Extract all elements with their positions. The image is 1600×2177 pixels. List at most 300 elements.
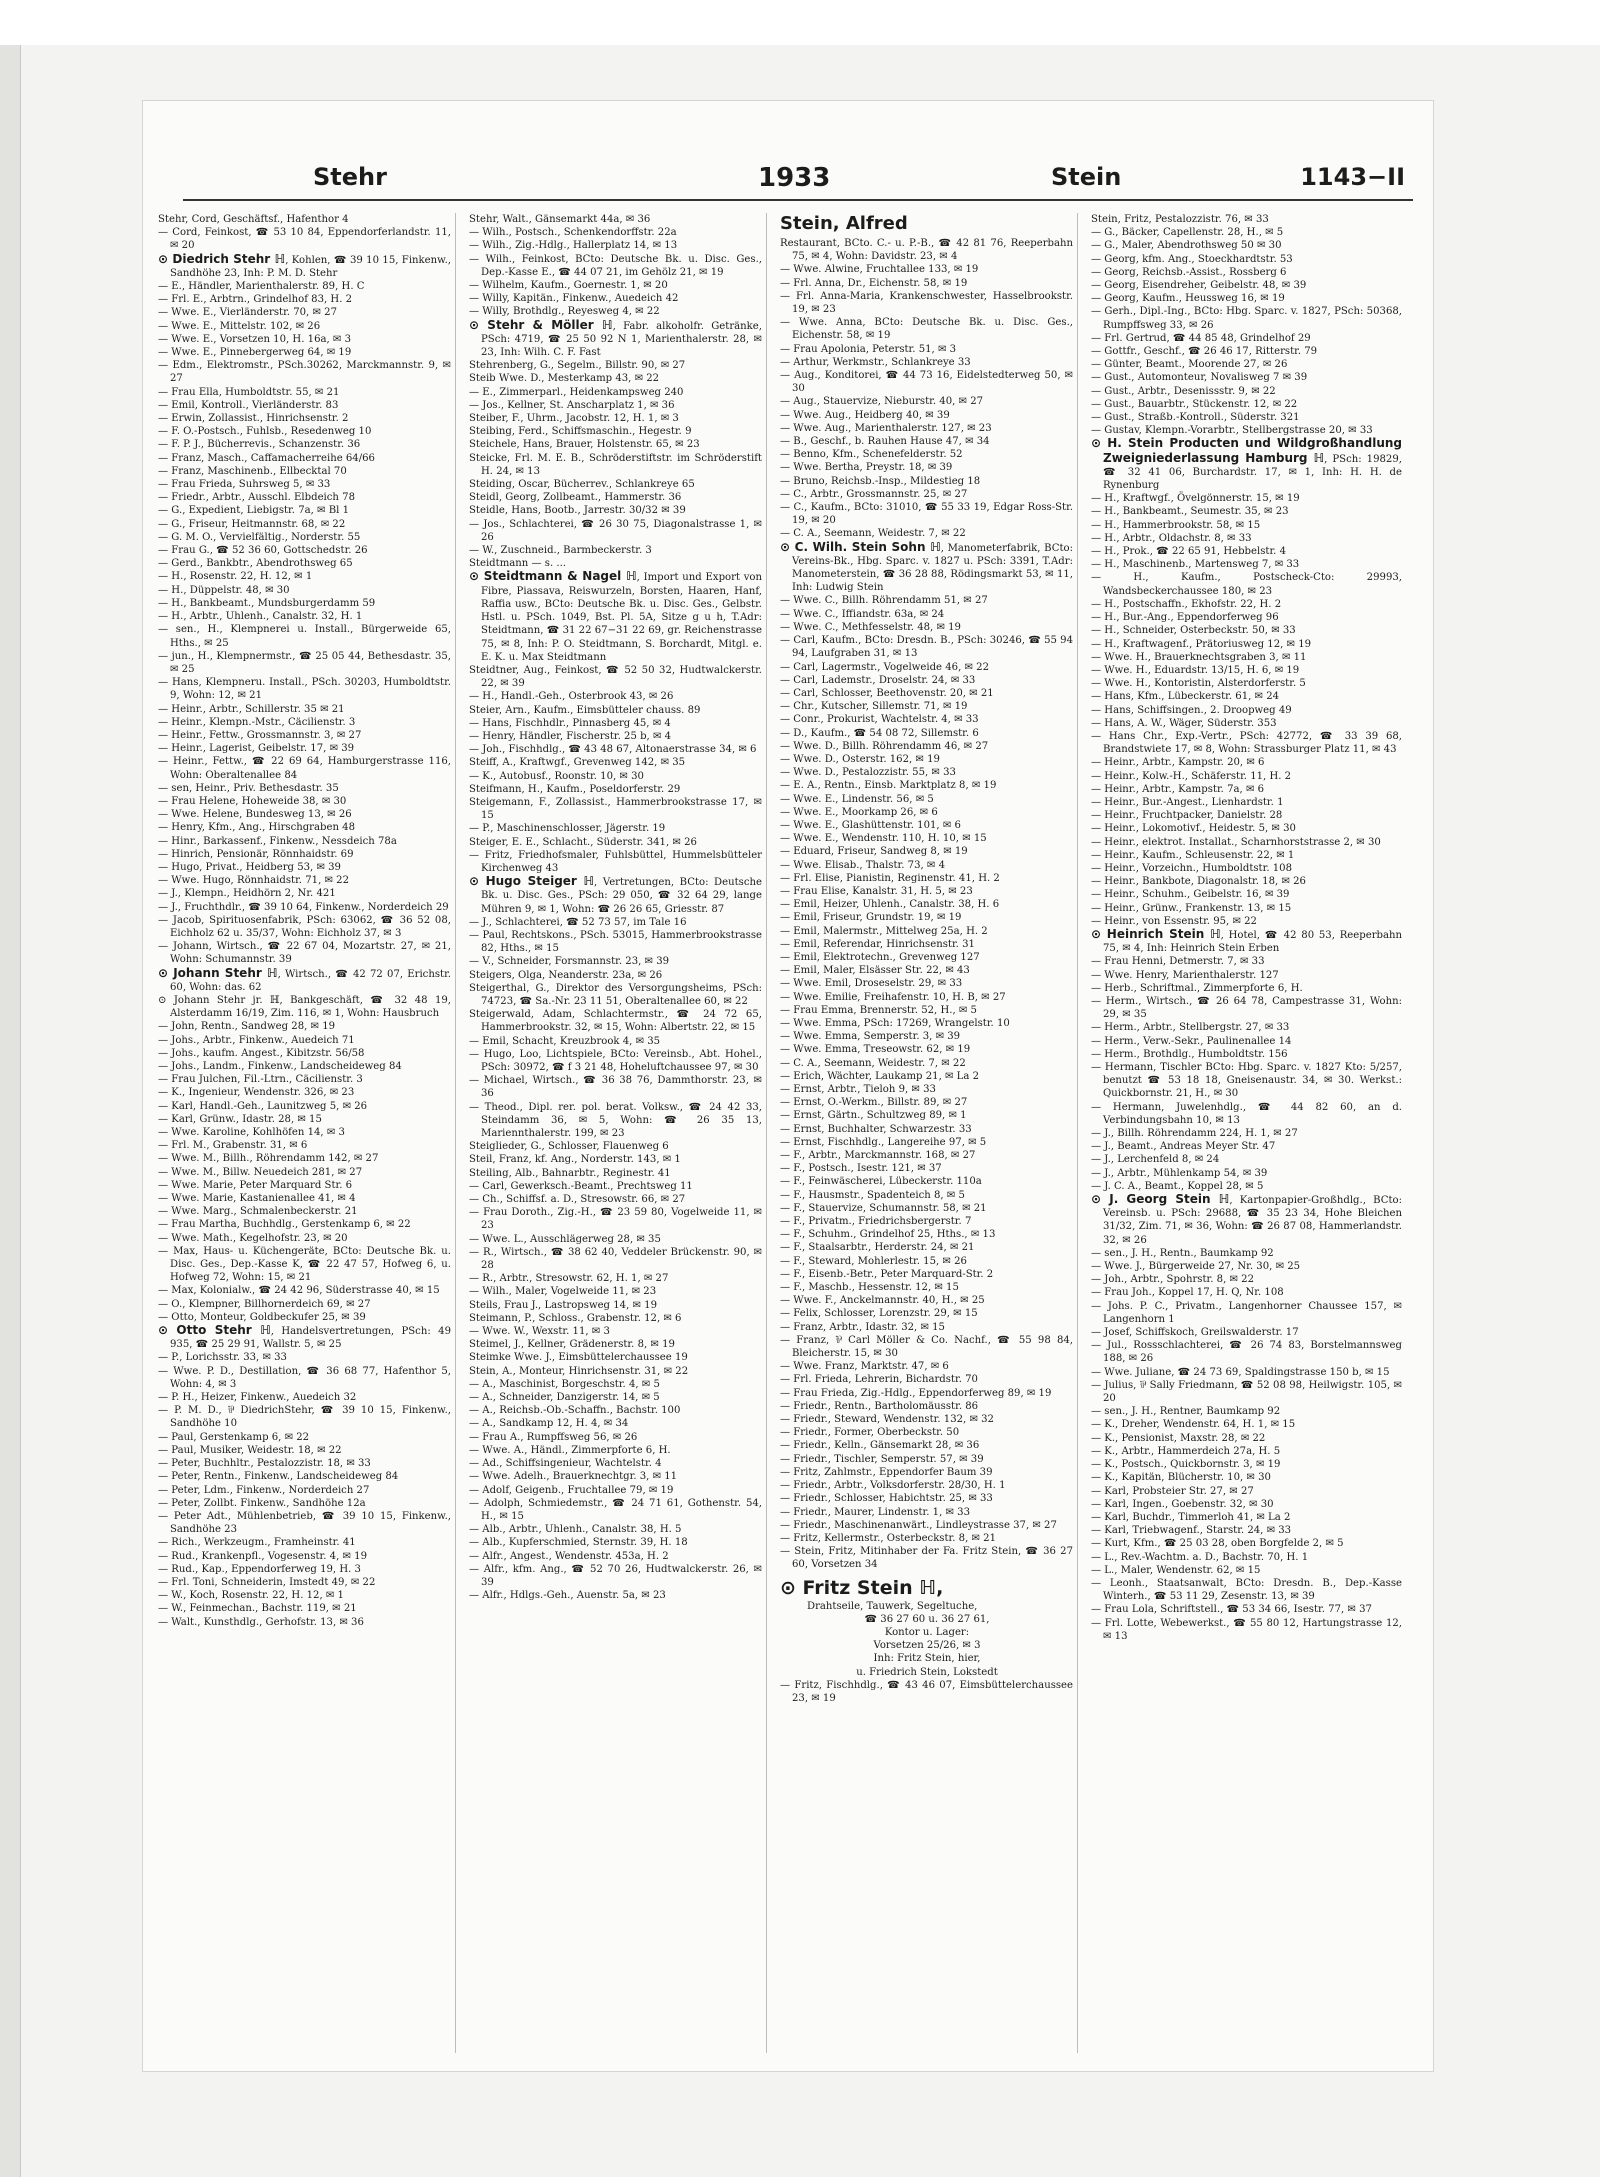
- directory-entry: — Wwe. Hugo, Rönnhaidstr. 71, ✉ 22: [158, 875, 349, 887]
- directory-entry: — Heinr., Fettw., ☎ 22 69 64, Hamburgerstrasse 116, Wohn: Oberaltenallee 84: [158, 756, 451, 781]
- directory-entry: — Otto, Monteur, Goldbeckufer 25, ✉ 39: [158, 1311, 366, 1323]
- directory-entry: — H., Maschinenb., Martensweg 7, ✉ 33: [1091, 559, 1300, 571]
- directory-entry: — Frau Frieda, Suhrsweg 5, ✉ 33: [158, 479, 331, 491]
- directory-entry: — Wwe. Franz, Marktstr. 47, ✉ 6: [780, 1361, 949, 1373]
- firm-entry: ⊙ Diedrich Stehr ℍ, Kohlen, ☎ 39 10 15, Finkenw., Sandhöhe 23, Inh: P. M. D. Stehr: [158, 251, 451, 279]
- directory-entry: — Friedr., Arbtr., Volksdorferstr. 28/30, H. 1: [780, 1480, 1006, 1492]
- directory-entry: — Karl, Buchdr., Timmerloh 41, ✉ La 2: [1091, 1511, 1291, 1523]
- directory-entry: Steidtner, Aug., Feinkost, ☎ 52 50 32, Hudtwalckerstr. 22, ✉ 39: [469, 664, 762, 690]
- directory-entry: — Wwe. H., Kontoristin, Alsterdorferstr. 5: [1091, 678, 1306, 690]
- directory-entry: — A., Schneider, Danzigerstr. 14, ✉ 5: [469, 1392, 660, 1404]
- directory-entry: — W., Zuschneid., Barmbeckerstr. 3: [469, 545, 652, 557]
- directory-entry: — G., Friseur, Heitmannstr. 68, ✉ 22: [158, 518, 346, 530]
- directory-entry: — Wwe. E., Vierländerstr. 70, ✉ 27: [158, 307, 337, 319]
- directory-entry: — E. A., Rentn., Einsb. Marktplatz 8, ✉ 19: [780, 780, 997, 792]
- directory-entry: — D., Kaufm., ☎ 54 08 72, Sillemstr. 6: [780, 727, 979, 739]
- directory-entry: — sen, Heinr., Priv. Bethesdastr. 35: [158, 782, 339, 794]
- directory-entry: — Friedr., Former, Oberbeckstr. 50: [780, 1427, 960, 1439]
- directory-entry: — Ernst, Gärtn., Schultzweg 89, ✉ 1: [780, 1110, 967, 1122]
- previous-page-edge: [0, 45, 21, 2177]
- directory-entry: — Karl, Triebwagenf., Starstr. 24, ✉ 33: [1091, 1525, 1292, 1537]
- directory-entry: — Friedr., Rentn., Bartholomäusstr. 86: [780, 1400, 979, 1412]
- directory-entry: — Carl, Kaufm., BCto: Dresdn. B., PSch: 30246, ☎ 55 94 94, Laufgraben 31, ✉ 13: [780, 635, 1073, 660]
- directory-entry: — Erwin, Zollassist., Hinrichsenstr. 2: [158, 413, 349, 425]
- page-header: [183, 159, 1413, 201]
- directory-entry: — Kurt, Kfm., ☎ 25 03 28, oben Borgfelde 2, ✉ 5: [1091, 1538, 1344, 1550]
- directory-entry: — H., Bankbeamt., Seumestr. 35, ✉ 23: [1091, 506, 1289, 518]
- directory-entry: Steier, Arn., Kaufm., Eimsbütteler chauss. 89: [469, 704, 701, 716]
- directory-entry: — Johs. P. C., Privatm., Langenhorner Chaussee 157, ✉ Langenhorn 1: [1091, 1300, 1402, 1325]
- directory-entry: — H., Postschaffn., Ekhofstr. 22, H. 2: [1091, 598, 1282, 610]
- firm-line: Drahtseile, Tauwerk, Segeltuche,: [807, 1600, 978, 1612]
- directory-entry: — Wwe. E., Vorsetzen 10, H. 16a, ✉ 3: [158, 333, 352, 345]
- directory-entry: — Fritz, Kellermstr., Osterbeckstr. 8, ✉ 21: [780, 1532, 997, 1544]
- directory-entry: Stehrenberg, G., Segelm., Billstr. 90, ✉ 27: [469, 360, 686, 372]
- directory-entry: — Heinr., Arbtr., Kampstr. 20, ✉ 6: [1091, 757, 1265, 769]
- directory-entry: — Ernst, O.-Werkm., Billstr. 89, ✉ 27: [780, 1097, 968, 1109]
- directory-entry: — Stein, Fritz, Mitinhaber der Fa. Fritz Stein, ☎ 36 27 60, Vorsetzen 34: [780, 1546, 1073, 1571]
- directory-entry: — Aug., Konditorei, ☎ 44 73 16, Eidelstedterweg 50, ✉ 30: [780, 370, 1073, 395]
- directory-entry: — A., Reichsb.-Ob.-Schaffn., Bachstr. 100: [469, 1405, 681, 1417]
- directory-entry: — Peter, Ldm., Finkenw., Norderdeich 27: [158, 1484, 370, 1496]
- directory-entry: ⊙ Johann Stehr jr. ℍ, Bankgeschäft, ☎ 32 48 19, Alsterdamm 16/19, Zim. 116, ✉ 1, Wohn: Hausbruch: [158, 994, 451, 1020]
- directory-entry: — Heinr., Kolw.-H., Schäferstr. 11, H. 2: [1091, 770, 1292, 782]
- directory-entry: — Heinr., elektrot. Installat., Scharnhorststrasse 2, ✉ 30: [1091, 836, 1381, 848]
- directory-entry: Steibing, Ferd., Schiffsmaschin., Hegestr. 9: [469, 426, 692, 438]
- directory-entry: — Carl, Gewerksch.-Beamt., Prechtsweg 11: [469, 1180, 693, 1192]
- directory-entry: — Frl. Anna, Dr., Eichenstr. 58, ✉ 19: [780, 277, 968, 289]
- directory-entry: Steidtmann — s. ...: [469, 558, 567, 570]
- directory-entry: — F., Postsch., Isestr. 121, ✉ 37: [780, 1163, 942, 1175]
- directory-entry: — Friedr., Kelln., Gänsemarkt 28, ✉ 36: [780, 1440, 980, 1452]
- directory-entry: — Arthur, Werkmstr., Schlankreye 33: [780, 356, 971, 368]
- directory-entry: — Herb., Schriftmal., Zimmerpforte 6, H.: [1091, 982, 1303, 994]
- firm-line: Kontor u. Lager:: [884, 1626, 970, 1638]
- firm-entry: ⊙ Heinrich Stein ℍ, Hotel, ☎ 42 80 53, Reeperbahn 75, ✉ 4, Inh: Heinrich Stein Erben: [1091, 926, 1402, 955]
- directory-entry: — Benno, Kfm., Schenefelderstr. 52: [780, 449, 963, 461]
- directory-entry: — B., Geschf., b. Rauhen Hause 47, ✉ 34: [780, 436, 990, 448]
- directory-entry: — Emil, Kontroll., Vierländerstr. 83: [158, 399, 339, 411]
- directory-entry: — Wwe. D., Billh. Röhrendamm 46, ✉ 27: [780, 740, 989, 752]
- directory-entry: — Wwe. E., Glashüttenstr. 101, ✉ 6: [780, 819, 961, 831]
- firm-entry: ⊙ Steidtmann & Nagel ℍ, Import und Export von Fibre, Piassava, Reiswurzeln, Borsten, Haaren, Hanf, Raffia usw., BCto: Deutsche Bk. u. Disc. Ges., Gelbstr. Hstl. u. PSch. 1049, Bst. Pl. 5A, Sitze g u h, T.Adr: Steidtmann, ☎ 31 22 67−31 22 69, gr. Reichenstrasse 75, ✉ 8, Inh: P. O. Steidtmann, S. Borchardt, Mitgl. e. E. K. u. Max Steidtmann: [469, 569, 763, 663]
- directory-entry: — A., Sandkamp 12, H. 4, ✉ 34: [469, 1418, 629, 1430]
- directory-entry: — J., Schlachterei, ☎ 52 73 57, im Tale 16: [469, 916, 687, 928]
- directory-entry: — Carl, Lagermstr., Vogelweide 46, ✉ 22: [780, 661, 990, 673]
- directory-entry: — Franz, Maschinenb., Ellbecktal 70: [158, 465, 347, 477]
- directory-entry: Steidl, Georg, Zollbeamt., Hammerstr. 36: [469, 492, 682, 504]
- directory-entry: Steimann, P., Schloss., Grabenstr. 12, ✉ 6: [469, 1312, 682, 1324]
- directory-entry: — Frau Doroth., Zig.-H., ☎ 23 59 80, Vogelweide 11, ✉ 23: [469, 1207, 762, 1232]
- directory-entry: — Wwe. Emma, Treseowstr. 62, ✉ 19: [780, 1044, 971, 1056]
- directory-entry: — Karl, Handl.-Geh., Launitzweg 5, ✉ 26: [158, 1100, 368, 1112]
- directory-entry: — Wwe. P. D., Destillation, ☎ 36 68 77, Hafenthor 5, Wohn: 4, ✉ 3: [158, 1365, 451, 1390]
- directory-entry: — Wwe. E., Lindenstr. 56, ✉ 5: [780, 793, 934, 805]
- directory-entry: — K., Ingenieur, Wendenstr. 326, ✉ 23: [158, 1087, 355, 1099]
- directory-entry: — Ernst, Fischhdlg., Langereihe 97, ✉ 5: [780, 1136, 987, 1148]
- directory-entry: Steicke, Frl. M. E. B., Schröderstiftstr. im Schröderstift H. 24, ✉ 13: [469, 452, 762, 477]
- directory-entry: — Wwe. Juliane, ☎ 24 73 69, Spaldingstrasse 150 b, ✉ 15: [1091, 1366, 1390, 1378]
- directory-entry: — Wwe. Henry, Marienthalerstr. 127: [1091, 969, 1279, 981]
- directory-entry: — H., Kaufm., Postscheck-Cto: 29993, Wandsbeckerchaussee 180, ✉ 23: [1091, 572, 1402, 597]
- directory-entry: — G., Maler, Abendrothsweg 50 ✉ 30: [1091, 240, 1282, 252]
- directory-entry: — Wwe. Math., Kegelhofstr. 23, ✉ 20: [158, 1232, 348, 1244]
- directory-entry: — K., Kapitän, Blücherstr. 10, ✉ 30: [1091, 1472, 1271, 1484]
- directory-entry: — H., Kraftwgf., Övelgönnerstr. 15, ✉ 19: [1091, 493, 1300, 505]
- directory-entry: — Wwe. Emilie, Freihafenstr. 10, H. B, ✉ 27: [780, 991, 1006, 1003]
- directory-entry: — J. C. A., Beamt., Koppel 28, ✉ 5: [1091, 1180, 1264, 1192]
- column-3: [777, 213, 1078, 2053]
- directory-entry: — Wwe. H., Eduardstr. 13/15, H. 6, ✉ 19: [1091, 664, 1300, 676]
- directory-entry: — Heinr., Kaufm., Schleusenstr. 22, ✉ 1: [1091, 849, 1295, 861]
- directory-entry: — Wwe. E., Moorkamp 26, ✉ 6: [780, 806, 938, 818]
- directory-entry: — H., Schneider, Osterbeckstr. 50, ✉ 33: [1091, 625, 1296, 637]
- directory-entry: — L., Rev.-Wachtm. a. D., Bachstr. 70, H. 1: [1091, 1551, 1309, 1563]
- directory-entry: — Wwe. Emma, PSch: 17269, Wrangelstr. 10: [780, 1017, 1010, 1029]
- directory-entry: — Hans, Fischhdlr., Pinnasberg 45, ✉ 4: [469, 717, 671, 729]
- directory-entry: — Willy, Brothdlg., Reyesweg 4, ✉ 22: [469, 306, 660, 318]
- directory-entry: — Max, Haus- u. Küchengeräte, BCto: Deutsche Bk. u. Disc. Ges., Dep.-Kasse K, ☎ 22 47 57, Hofweg 6, u. Hofweg 72, Wohn: 15, ✉ 21: [158, 1245, 451, 1284]
- directory-entry: — Frl. Toni, Schneiderin, Imstedt 49, ✉ 22: [158, 1576, 376, 1588]
- directory-entry: — Heinr., Bur.-Angest., Lienhardstr. 1: [1091, 796, 1284, 808]
- directory-entry: — Friedr., Maschinenanwärt., Lindleystrasse 37, ✉ 27: [780, 1519, 1057, 1531]
- directory-entry: — Wwe. Aug., Marienthalerstr. 127, ✉ 23: [780, 422, 992, 434]
- directory-entry: — Michael, Wirtsch., ☎ 36 38 76, Dammthorstr. 23, ✉ 36: [469, 1075, 762, 1100]
- directory-entry: — Wwe. C., Billh. Röhrendamm 51, ✉ 27: [780, 595, 988, 607]
- directory-entry: — Gerd., Bankbtr., Abendrothsweg 65: [158, 558, 353, 570]
- directory-entry: — H., Arbtr., Oldachstr. 8, ✉ 33: [1091, 532, 1252, 544]
- firm-entry: ⊙ C. Wilh. Stein Sohn ℍ, Manometerfabrik, BCto: Vereins-Bk., Hbg. Sparc. v. 1827 u. PSch: 3391, T.Adr: Manometerstein, ☎ 36 28 88, Rödingsmarkt 53, ✉ 11, Inh: Ludwig Stein: [780, 539, 1073, 594]
- directory-entry: — sen., J. H., Rentn., Baumkamp 92: [1091, 1247, 1274, 1259]
- directory-entry: — Alfr., Angest., Wendenstr. 453a, H. 2: [469, 1550, 669, 1562]
- firm-block: [777, 1600, 1077, 1679]
- directory-entry: — Heinr., Lagerist, Geibelstr. 17, ✉ 39: [158, 743, 355, 755]
- directory-entry: — Willy, Kapitän., Finkenw., Auedeich 42: [469, 293, 679, 305]
- directory-entry: — Rud., Krankenpfl., Vogesenstr. 4, ✉ 19: [158, 1550, 368, 1562]
- directory-entry: — Wwe. M., Billw. Neuedeich 281, ✉ 27: [158, 1166, 363, 1178]
- directory-entry: — Wwe. D., Osterstr. 162, ✉ 19: [780, 753, 940, 765]
- directory-entry: — Herm., Arbtr., Stellbergstr. 27, ✉ 33: [1091, 1022, 1290, 1034]
- directory-entry: — E., Händler, Marienthalerstr. 89, H. C: [158, 281, 365, 293]
- directory-entry: — Ernst, Buchhalter, Schwarzestr. 33: [780, 1123, 972, 1135]
- directory-entry: — Wilh., Feinkost, BCto: Deutsche Bk. u. Disc. Ges., Dep.-Kasse E., ☎ 44 07 21, im Gehölz 21, ✉ 19: [469, 253, 762, 278]
- directory-entry: — sen., J. H., Rentner, Baumkamp 92: [1091, 1406, 1281, 1418]
- directory-entry: — Peter Adt., Mühlenbetrieb, ☎ 39 10 15, Finkenw., Sandhöhe 23: [158, 1510, 451, 1536]
- directory-entry: — Heinr., Fruchtpacker, Danielstr. 28: [1091, 810, 1283, 822]
- directory-entry: — Wwe. Adelh., Brauerknechtgr. 3, ✉ 11: [469, 1471, 678, 1483]
- directory-entry: Stein, Fritz, Pestalozzistr. 76, ✉ 33: [1091, 214, 1269, 225]
- firm-entry: ⊙ Johann Stehr ℍ, Wirtsch., ☎ 42 72 07, Erichstr. 60, Wohn: das. 62: [158, 965, 451, 993]
- directory-entry: — F., Schuhm., Grindelhof 25, Hths., ✉ 13: [780, 1229, 996, 1241]
- directory-entry: — Gerh., Dipl.-Ing., BCto: Hbg. Sparc. v. 1827, PSch: 50368, Rumpffsweg 33, ✉ 26: [1091, 306, 1402, 331]
- directory-entry: — Alb., Kupferschmied, Sternstr. 39, H. 18: [469, 1537, 688, 1549]
- directory-entry: — Wwe. J., Bürgerweide 27, Nr. 30, ✉ 25: [1091, 1261, 1301, 1273]
- directory-entry: — Frau Ella, Humboldtstr. 55, ✉ 21: [158, 386, 340, 398]
- directory-entry: — H., Handl.-Geh., Osterbrook 43, ✉ 26: [469, 691, 674, 703]
- directory-entry: — Bruno, Reichsb.-Insp., Mildestieg 18: [780, 475, 981, 487]
- directory-entry: Steichele, Hans, Brauer, Holstenstr. 65, ✉ 23: [469, 439, 700, 451]
- directory-entry: — Heinr., Bankbote, Diagonalstr. 18, ✉ 26: [1091, 876, 1306, 888]
- directory-entry: — Franz, ⅌ Carl Möller & Co. Nachf., ☎ 55 98 84, Bleicherstr. 15, ✉ 30: [780, 1334, 1073, 1360]
- directory-entry: — Frau Julchen, Fil.-Ltrn., Cäcilienstr. 3: [158, 1074, 363, 1086]
- directory-entry: — P. H., Heizer, Finkenw., Auedeich 32: [158, 1392, 357, 1404]
- directory-entry: — F. O.-Postsch., Fuhlsb., Resedenweg 10: [158, 426, 372, 438]
- firm-entry: ⊙ Stehr & Möller ℍ, Fabr. alkoholfr. Getränke, PSch: 4719, ☎ 25 50 92 N 1, Marienthalerstr. 28, ✉ 23, Inh: Wilh. C. F. Fast: [469, 317, 762, 359]
- directory-entry: — Jos., Kellner, St. Anscharplatz 1, ✉ 36: [469, 399, 675, 411]
- directory-entry: — F., Steward, Mohlerlestr. 15, ✉ 26: [780, 1255, 967, 1267]
- directory-entry: — Gustav, Klempn.-Vorarbtr., Stellbergstrasse 20, ✉ 33: [1091, 425, 1373, 437]
- directory-entry: — Peter, Zollbt. Finkenw., Sandhöhe 12a: [158, 1497, 366, 1509]
- directory-entry: — Frau Martha, Buchhdlg., Gerstenkamp 6, ✉ 22: [158, 1219, 411, 1231]
- directory-entry: — Wwe. Emma, Semperstr. 3, ✉ 39: [780, 1031, 961, 1043]
- directory-entry: — Frl. E., Arbtrn., Grindelhof 83, H. 2: [158, 294, 353, 306]
- directory-entry: — J., Klempn., Heidhörn 2, Nr. 421: [158, 888, 336, 900]
- directory-entry: — Frl. Lotte, Webewerkst., ☎ 55 80 12, Hartungstrasse 12, ✉ 13: [1091, 1617, 1402, 1642]
- directory-entry: — Wwe. Marg., Schmalenbeckerstr. 21: [158, 1206, 358, 1218]
- directory-entry: — Felix, Schlosser, Lorenzstr. 29, ✉ 15: [780, 1308, 978, 1320]
- directory-entry: Steigemann, F., Zollassist., Hammerbrookstrasse 17, ✉ 15: [469, 796, 762, 822]
- directory-entry: — Hans Chr., Exp.-Vertr., PSch: 42772, ☎ 33 39 68, Brandstwiete 17, ✉ 8, Wohn: Strassburger Platz 11, ✉ 43: [1091, 730, 1402, 756]
- directory-entry: — Franz, Masch., Caffamacherreihe 64/66: [158, 452, 375, 464]
- directory-columns: [155, 213, 1423, 2053]
- directory-entry: — Heinr., Lokomotivf., Heidestr. 5, ✉ 30: [1091, 823, 1296, 835]
- directory-entry: — Hans, A. W., Wäger, Süderstr. 353: [1091, 717, 1277, 729]
- directory-entry: — Paul, Gerstenkamp 6, ✉ 22: [158, 1431, 310, 1443]
- directory-entry: — F. P. J., Bücherrevis., Schanzenstr. 36: [158, 439, 361, 451]
- directory-entry: — Wwe. Emil, Droseselstr. 29, ✉ 33: [780, 978, 963, 990]
- directory-entry: — H., Arbtr., Uhlenh., Canalstr. 32, H. 1: [158, 611, 363, 623]
- directory-entry: Steiff, A., Kraftwgf., Grevenweg 142, ✉ 35: [469, 757, 686, 769]
- directory-entry: — Wwe. Marie, Kastanienallee 41, ✉ 4: [158, 1193, 356, 1205]
- header-first-name: Stehr: [313, 163, 387, 191]
- directory-entry: — Julius, ⅌ Sally Friedmann, ☎ 52 08 98, Heilwigstr. 105, ✉ 20: [1091, 1379, 1402, 1405]
- column-1: [155, 213, 456, 2053]
- directory-entry: — Heinr., Arbtr., Schillerstr. 35 ✉ 21: [158, 703, 345, 715]
- directory-entry: — Wwe. C., Iffiandstr. 63a, ✉ 24: [780, 608, 945, 620]
- directory-entry: — Ch., Schiffsf. a. D., Stresowstr. 66, ✉ 27: [469, 1194, 686, 1206]
- directory-entry: Steigerwald, Adam, Schlachtermstr., ☎ 24 72 65, Hammerbrookstr. 32, ✉ 15, Wohn: Albertstr. 22, ✉ 15: [469, 1009, 762, 1034]
- directory-entry: — Wwe. W., Wexstr. 11, ✉ 3: [469, 1326, 610, 1338]
- directory-entry: — Georg, kfm. Ang., Stoeckhardtstr. 53: [1091, 253, 1293, 265]
- directory-entry: — Alb., Arbtr., Uhlenh., Canalstr. 38, H. 5: [469, 1524, 682, 1536]
- directory-entry: — Wwe. Alwine, Fruchtallee 133, ✉ 19: [780, 264, 979, 276]
- directory-entry: — Jul., Rossschlachterei, ☎ 26 74 83, Borstelmannsweg 188, ✉ 26: [1091, 1340, 1402, 1365]
- directory-entry: — G., Bäcker, Capellenstr. 28, H., ✉ 5: [1091, 227, 1284, 239]
- directory-entry: — Günter, Beamt., Moorende 27, ✉ 26: [1091, 359, 1288, 371]
- directory-entry: — F., Feinwäscherei, Lübeckerstr. 110a: [780, 1176, 982, 1188]
- firm-line: u. Friedrich Stein, Lokstedt: [856, 1666, 998, 1678]
- firm-line: Inh: Fritz Stein, hier,: [873, 1653, 981, 1665]
- directory-entry: — Alfr., Hdlgs.-Geh., Auenstr. 5a, ✉ 23: [469, 1590, 666, 1602]
- directory-entry: — C. A., Seemann, Weidestr. 7, ✉ 22: [780, 1057, 966, 1069]
- directory-entry: Steils, Frau J., Lastropsweg 14, ✉ 19: [469, 1299, 657, 1311]
- directory-entry: — Edm., Elektromstr., PSch.30262, Marckmannstr. 9, ✉ 27: [158, 360, 451, 385]
- directory-entry: Steiglieder, G., Schlosser, Flauenweg 6: [469, 1141, 669, 1153]
- directory-entry: — Frau Apolonia, Peterstr. 51, ✉ 3: [780, 343, 957, 355]
- directory-entry: Steiling, Alb., Bahnarbtr., Reginestr. 41: [469, 1167, 671, 1179]
- directory-entry: — Emil, Malermstr., Mittelweg 25a, H. 2: [780, 925, 988, 937]
- directory-entry: — Wwe. Marie, Peter Marquard Str. 6: [158, 1179, 353, 1191]
- directory-entry: — Henry, Händler, Fischerstr. 25 b, ✉ 4: [469, 730, 672, 742]
- directory-entry: — Carl, Schlosser, Beethovenstr. 20, ✉ 21: [780, 687, 994, 699]
- directory-entry: — Fritz, Zahlmstr., Eppendorfer Baum 39: [780, 1466, 993, 1478]
- directory-entry: — Wwe. E., Wendenstr. 110, H. 10, ✉ 15: [780, 833, 987, 845]
- directory-entry: — Karl, Ingen., Goebenstr. 32, ✉ 30: [1091, 1498, 1274, 1510]
- directory-entry: — Wwe. Helene, Bundesweg 13, ✉ 26: [158, 809, 352, 821]
- directory-entry: Stein, A., Monteur, Hinrichsenstr. 31, ✉ 22: [469, 1365, 689, 1377]
- directory-entry: — Hermann, Tischler BCto: Hbg. Sparc. v. 1827 Kto: 5/257, benutzt ☎ 53 18 18, Gneisenaustr. 34, ✉ 30. Werkst.: Quickbornstr. 21, H., ✉ 30: [1091, 1062, 1402, 1100]
- directory-entry: — Frau Elise, Kanalstr. 31, H. 5, ✉ 23: [780, 885, 973, 897]
- directory-entry: — sen., H., Klempnerei u. Install., Bürgerweide 65, Hths., ✉ 25: [158, 624, 451, 649]
- directory-entry: Steimke Wwe. J., Eimsbüttelerchaussee 19: [469, 1352, 688, 1364]
- directory-entry: Steiger, E. E., Schlacht., Süderstr. 341, ✉ 26: [469, 836, 697, 848]
- directory-entry: — Wwe. C., Methfesselstr. 48, ✉ 19: [780, 621, 961, 633]
- directory-entry: — Wwe. Aug., Heidberg 40, ✉ 39: [780, 409, 950, 421]
- directory-entry: — Frau Helene, Hoheweide 38, ✉ 30: [158, 795, 347, 807]
- directory-entry: — J., Arbtr., Mühlenkamp 54, ✉ 39: [1091, 1167, 1268, 1179]
- directory-entry: — Johs., Arbtr., Finkenw., Auedeich 71: [158, 1034, 355, 1046]
- header-last-name: Stein: [1051, 163, 1122, 191]
- firm-entry: ⊙ Otto Stehr ℍ, Handelsvertretungen, PSch: 49 935, ☎ 25 29 91, Wallstr. 5, ✉ 25: [158, 1323, 451, 1351]
- directory-entry: — Hinrich, Pensionär, Rönnhaidstr. 69: [158, 848, 354, 860]
- directory-entry: — H., Düppelstr. 48, ✉ 30: [158, 584, 290, 596]
- directory-entry: — Heinr., Schuhm., Geibelstr. 16, ✉ 39: [1091, 889, 1290, 901]
- directory-entry: — Herm., Brothdlg., Humboldtstr. 156: [1091, 1048, 1288, 1060]
- directory-entry: — F., Maschb., Hessenstr. 12, ✉ 15: [780, 1282, 959, 1294]
- directory-entry: — Frau Frieda, Zig.-Hdlg., Eppendorferweg 89, ✉ 19: [780, 1387, 1052, 1399]
- column-3-entries: [777, 237, 1077, 1572]
- directory-entry: — Wwe. Anna, BCto: Deutsche Bk. u. Disc. Ges., Eichenstr. 58, ✉ 19: [780, 317, 1073, 342]
- directory-entry: — Theod., Dipl. rer. pol. berat. Volksw., ☎ 24 42 33, Steindamm 36, ✉ 5, Wohn: ☎ 26 35 13, Mariennthalerstr. 199, ✉ 23: [469, 1101, 762, 1140]
- directory-entry: — Emil, Elektrotechn., Grevenweg 127: [780, 951, 980, 963]
- directory-entry: — F., Staalsarbtr., Herderstr. 24, ✉ 21: [780, 1242, 975, 1254]
- directory-entry: — J., Beamt., Andreas Meyer Str. 47: [1091, 1141, 1276, 1153]
- directory-entry: — Peter, Buchhltr., Pestalozzistr. 18, ✉ 33: [158, 1458, 371, 1470]
- directory-entry: — F., Eisenb.-Betr., Peter Marquard-Str. 2: [780, 1268, 994, 1280]
- directory-entry: — Wilh., Postsch., Schenkendorffstr. 22a: [469, 227, 677, 239]
- directory-entry: — Jos., Schlachterei, ☎ 26 30 75, Diagonalstrasse 1, ✉ 26: [469, 518, 762, 543]
- directory-entry: — Frl. Frieda, Lehrerin, Bichardstr. 70: [780, 1374, 978, 1386]
- directory-page: [142, 100, 1434, 2072]
- directory-entry: — Chr., Kutscher, Sillemstr. 71, ✉ 19: [780, 701, 968, 713]
- directory-entry: Steigers, Olga, Neanderstr. 23a, ✉ 26: [469, 969, 663, 981]
- directory-entry: — K., Autobusf., Roonstr. 10, ✉ 30: [469, 770, 644, 782]
- directory-entry: — Paul, Rechtskons., PSch. 53015, Hammerbrookstrasse 82, Hths., ✉ 15: [469, 929, 762, 955]
- directory-entry: — Heinr., Vorzeichn., Humboldtstr. 108: [1091, 862, 1293, 874]
- directory-entry: — Gust., Automonteur, Novalisweg 7 ✉ 39: [1091, 372, 1308, 384]
- directory-entry: — Wwe. F., Anckelmannstr. 40, H., ✉ 25: [780, 1295, 985, 1307]
- directory-entry: Steib Wwe. D., Mesterkamp 43, ✉ 22: [469, 373, 660, 385]
- directory-entry: — jun., H., Klempnermstr., ☎ 25 05 44, Bethesdastr. 35, ✉ 25: [158, 650, 451, 675]
- directory-entry: — Friedr., Arbtr., Ausschl. Elbdeich 78: [158, 492, 355, 504]
- directory-entry: — Frau Lola, Schriftstell., ☎ 53 34 66, Isestr. 77, ✉ 37: [1091, 1604, 1372, 1616]
- directory-entry: — Hugo, Loo, Lichtspiele, BCto: Vereinsb., Abt. Hohel., PSch: 30972, ☎ f 3 21 48, Hoheluftchaussee 97, ✉ 30: [469, 1048, 762, 1073]
- directory-entry: — John, Rentn., Sandweg 28, ✉ 19: [158, 1021, 336, 1033]
- directory-entry: — A., Maschinist, Borgeschstr. 4, ✉ 5: [469, 1378, 660, 1390]
- directory-entry: — Johann, Wirtsch., ☎ 22 67 04, Mozartstr. 27, ✉ 21, Wohn: Schumannstr. 39: [158, 941, 451, 966]
- directory-entry: — Emil, Schacht, Kreuzbrook 4, ✉ 35: [469, 1035, 661, 1047]
- firm-line: ☎ 36 27 60 u. 36 27 61,: [864, 1613, 990, 1625]
- directory-entry: — C., Kaufm., BCto: 31010, ☎ 55 33 19, Edgar Ross-Str. 19, ✉ 20: [780, 502, 1073, 527]
- directory-entry: — Wwe. E., Mittelstr. 102, ✉ 26: [158, 320, 321, 332]
- directory-entry: — K., Dreher, Wendenstr. 64, H. 1, ✉ 15: [1091, 1419, 1296, 1431]
- directory-entry: — H., Prok., ☎ 22 65 91, Hebbelstr. 4: [1091, 546, 1287, 558]
- directory-entry: — Wwe. Elisab., Thalstr. 73, ✉ 4: [780, 859, 946, 871]
- directory-entry: — Friedr., Tischler, Semperstr. 57, ✉ 39: [780, 1453, 984, 1465]
- directory-entry: — Wwe. Bertha, Preystr. 18, ✉ 39: [780, 462, 953, 474]
- directory-entry: — Gottfr., Geschf., ☎ 26 46 17, Ritterstr. 79: [1091, 346, 1318, 358]
- directory-entry: — Wwe. D., Pestalozzistr. 55, ✉ 33: [780, 767, 956, 779]
- directory-entry: — W., Koch, Rosenstr. 22, H. 12, ✉ 1: [158, 1590, 344, 1602]
- directory-entry: — Johs., kaufm. Angest., Kibitzstr. 56/58: [158, 1047, 365, 1059]
- directory-entry: Restaurant, BCto. C.- u. P.-B., ☎ 42 81 76, Reeperbahn 75, ✉ 4, Wohn: Davidstr. 23, ✉ 4: [780, 238, 1073, 263]
- directory-entry: — Gust., Bauarbtr., Stückenstr. 12, ✉ 22: [1091, 398, 1298, 410]
- directory-entry: Steigerthal, G., Direktor des Versorgungsheims, PSch: 74723, ☎ Sa.-Nr. 23 11 51, Oberaltenallee 60, ✉ 22: [469, 982, 762, 1007]
- directory-entry: — Rud., Kap., Eppendorferweg 19, H. 3: [158, 1563, 361, 1575]
- directory-entry: — Karl, Probsteier Str. 27, ✉ 27: [1091, 1485, 1254, 1497]
- directory-entry: — Frl. Gertrud, ☎ 44 85 48, Grindelhof 29: [1091, 332, 1311, 344]
- directory-entry: — Jacob, Spirituosenfabrik, PSch: 63062, ☎ 36 52 08, Eichholz 62 u. 35/37, Wohn: Eichholz 37, ✉ 3: [158, 914, 451, 939]
- directory-entry: — Heinr., Fettw., Grossmannstr. 3, ✉ 27: [158, 729, 362, 741]
- directory-entry: — Hans, Schiffsingen., 2. Droopweg 49: [1091, 704, 1292, 716]
- directory-entry: Steifmann, H., Kaufm., Poseldorferstr. 29: [469, 783, 681, 795]
- directory-entry: — O., Klempner, Billhornerdeich 69, ✉ 27: [158, 1298, 371, 1310]
- directory-entry: — H., Kraftwagenf., Prätoriusweg 12, ✉ 19: [1091, 638, 1312, 650]
- directory-entry: — H., Rosenstr. 22, H. 12, ✉ 1: [158, 571, 313, 583]
- directory-entry: — L., Maler, Wendenstr. 62, ✉ 15: [1091, 1564, 1261, 1576]
- column-3-tail: [777, 1679, 1077, 1705]
- directory-entry: Stehr, Cord, Geschäftsf., Hafenthor 4: [158, 214, 349, 225]
- directory-entry: — Herm., Verw.-Sekr., Paulinenallee 14: [1091, 1035, 1292, 1047]
- directory-entry: — P., Lorichsstr. 33, ✉ 33: [158, 1352, 287, 1364]
- column-heading: Stein, Alfred: [780, 213, 908, 234]
- directory-entry: — Wwe. E., Pinnebergerweg 64, ✉ 19: [158, 347, 352, 359]
- directory-entry: — F., Privatm., Friedrichsbergerstr. 7: [780, 1216, 972, 1228]
- directory-entry: — Joh., Arbtr., Spohrstr. 8, ✉ 22: [1091, 1274, 1255, 1286]
- directory-entry: — Emil, Maler, Elsässer Str. 22, ✉ 43: [780, 965, 970, 977]
- directory-entry: — J., Billh. Röhrendamm 224, H. 1, ✉ 27: [1091, 1128, 1298, 1140]
- directory-entry: — C., Arbtr., Grossmannstr. 25, ✉ 27: [780, 488, 968, 500]
- firm-entry: ⊙ Hugo Steiger ℍ, Vertretungen, BCto: Deutsche Bk. u. Disc. Ges., PSch: 29 050, ☎ 32 64 29, lange Mühren 9, ✉ 1, Wohn: ☎ 26 26 65, Griesstr. 87: [469, 874, 762, 915]
- directory-entry: — Fritz, Fischhdlg., ☎ 43 46 07, Eimsbüttelerchaussee 23, ✉ 19: [780, 1679, 1073, 1704]
- directory-entry: — Leonh., Staatsanwalt, BCto: Dresdn. B., Dep.-Kasse Winterh., ☎ 53 11 29, Zesenstr. 13, ✉ 39: [1091, 1577, 1402, 1603]
- directory-entry: Steiding, Oscar, Bücherrev., Schlankreye 65: [469, 479, 695, 491]
- directory-entry: — R., Arbtr., Stresowstr. 62, H. 1, ✉ 27: [469, 1273, 669, 1285]
- directory-entry: — J., Fruchthdlr., ☎ 39 10 64, Finkenw., Norderdeich 29: [158, 901, 449, 913]
- directory-entry: — Karl, Grünw., Idastr. 28, ✉ 15: [158, 1113, 322, 1125]
- directory-entry: — Heinr., Klempn.-Mstr., Cäcilienstr. 3: [158, 716, 356, 728]
- directory-entry: — Henry, Kfm., Ang., Hirschgraben 48: [158, 822, 356, 834]
- directory-entry: — F., Stauervize, Schumannstr. 58, ✉ 21: [780, 1202, 987, 1214]
- directory-entry: — Paul, Musiker, Weidestr. 18, ✉ 22: [158, 1444, 342, 1456]
- directory-entry: — C. A., Seemann, Weidestr. 7, ✉ 22: [780, 528, 966, 540]
- directory-entry: — Adolph, Schmiedemstr., ☎ 24 71 61, Gothenstr. 54, H., ✉ 15: [469, 1497, 762, 1522]
- directory-entry: — Eduard, Friseur, Sandweg 8, ✉ 19: [780, 846, 968, 858]
- directory-entry: — W., Feinmechan., Bachstr. 119, ✉ 21: [158, 1603, 357, 1615]
- directory-entry: — P. M. D., ⅌ DiedrichStehr, ☎ 39 10 15, Finkenw., Sandhöhe 10: [158, 1405, 451, 1430]
- directory-entry: — Cord, Feinkost, ☎ 53 10 84, Eppendorferlandstr. 11, ✉ 20: [158, 227, 451, 252]
- directory-entry: — Hinr., Barkassenf., Finkenw., Nessdeich 78a: [158, 835, 397, 847]
- directory-entry: — H., Hammerbrookstr. 58, ✉ 15: [1091, 519, 1261, 531]
- firm-entry: ⊙ H. Stein Producten und Wildgroßhandlung Zweigniederlassung Hamburg ℍ, PSch: 19829, ☎ 32 41 06, Burchardstr. 17, ✉ 1, Inh: H. H. de Rynenburg: [1091, 436, 1402, 492]
- directory-entry: — Hugo, Privat., Heidberg 53, ✉ 39: [158, 861, 341, 873]
- directory-entry: — E., Zimmerparl., Heidenkampsweg 240: [469, 386, 684, 398]
- directory-entry: — Georg, Kaufm., Heussweg 16, ✉ 19: [1091, 293, 1285, 305]
- directory-entry: — Emil, Friseur, Grundstr. 19, ✉ 19: [780, 912, 962, 924]
- directory-entry: — G., Expedient, Liebigstr. 7a, ✉ Bl 1: [158, 505, 349, 517]
- directory-entry: — K., Pensionist, Maxstr. 28, ✉ 22: [1091, 1432, 1266, 1444]
- firm-heading: ⊙ Fritz Stein ℍ,: [780, 1576, 944, 1599]
